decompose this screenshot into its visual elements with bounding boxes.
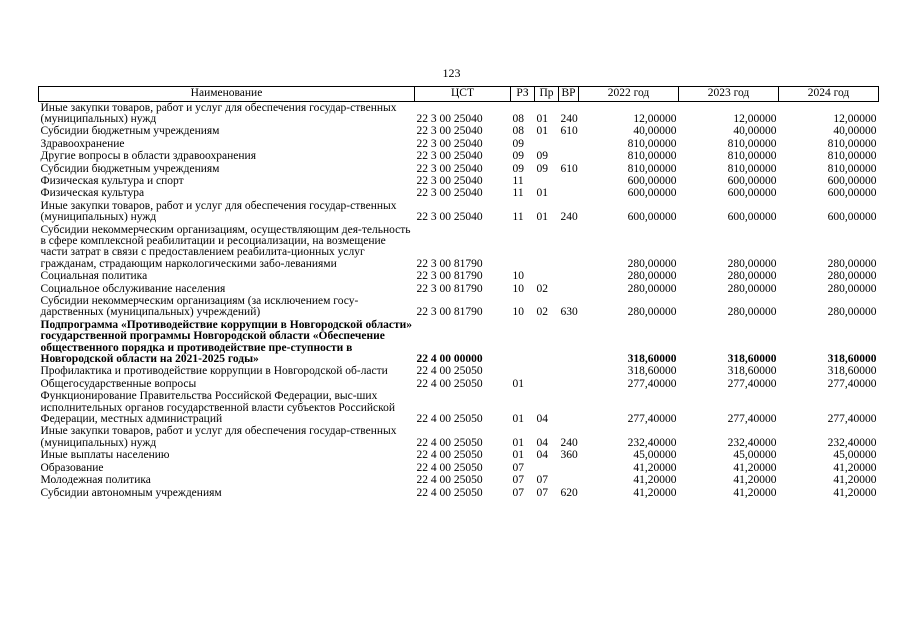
row-2022-cell: 41,20000	[633, 461, 677, 474]
row-rz-cell: 01	[512, 449, 524, 462]
row-cst-cell: 22 4 00 00000	[416, 353, 483, 366]
row-2023-cell: 277,40000	[727, 413, 777, 426]
row-pr-cell: 01	[536, 125, 548, 138]
row-2022-cell: 280,00000	[627, 282, 677, 295]
table-row	[39, 450, 879, 462]
row-rz-cell: 10	[512, 270, 524, 283]
row-name-cell: Молодежная политика	[40, 474, 151, 487]
row-pr-cell: 07	[536, 486, 548, 499]
row-pr-cell: 02	[536, 306, 548, 319]
row-pr-cell: 02	[536, 282, 548, 295]
row-rz-cell: 10	[512, 306, 524, 319]
row-2024-cell: 40,00000	[833, 125, 877, 138]
row-rz-cell: 07	[512, 461, 524, 474]
row-name-cell: Иные выплаты населению	[40, 449, 170, 462]
row-2023-cell: 810,00000	[727, 137, 777, 150]
row-2022-cell: 318,60000	[627, 353, 677, 366]
row-name-cell: Социальная политика	[40, 270, 148, 283]
row-rz-cell: 10	[512, 282, 524, 295]
row-vr-cell: 360	[560, 449, 578, 462]
row-cst-cell: 22 3 00 81790	[416, 306, 483, 319]
header-rz: РЗ	[511, 87, 535, 102]
row-pr-cell: 01	[536, 187, 548, 200]
row-cst-cell: 22 3 00 25040	[416, 187, 483, 200]
row-rz-cell: 09	[512, 137, 524, 150]
row-rz-cell: 07	[512, 486, 524, 499]
row-2024-cell: 810,00000	[827, 150, 877, 163]
table-row	[39, 487, 879, 499]
header-2024: 2024 год	[779, 87, 879, 102]
table-row	[39, 283, 879, 295]
row-pr-cell	[535, 271, 559, 283]
row-2024-cell: 600,00000	[827, 211, 877, 224]
header-cst: ЦСТ	[415, 87, 511, 102]
row-name-cell: Субсидии автономным учреждениям	[40, 486, 222, 499]
row-2024-cell: 277,40000	[827, 377, 877, 390]
row-2023-cell: 12,00000	[733, 112, 777, 125]
row-cst-cell: 22 4 00 25050	[416, 486, 483, 499]
row-pr-cell: 09	[536, 150, 548, 163]
row-2023-cell: 600,00000	[727, 187, 777, 200]
row-name-cell: Субсидии бюджетным учреждениям	[40, 162, 220, 175]
row-pr-cell	[535, 224, 559, 271]
row-2024-cell: 318,60000	[827, 353, 877, 366]
header-pr: Пр	[535, 87, 559, 102]
row-rz-cell: 01	[512, 377, 524, 390]
row-cst-cell: 22 4 00 25050	[416, 474, 483, 487]
table-row	[39, 296, 879, 320]
row-vr-cell	[559, 462, 579, 474]
table-row	[39, 126, 879, 138]
table-row	[39, 462, 879, 474]
row-pr-cell	[535, 138, 559, 150]
row-pr-cell: 04	[536, 436, 548, 449]
row-2024-cell: 280,00000	[827, 282, 877, 295]
row-2023-cell: 41,20000	[733, 461, 777, 474]
row-vr-cell	[559, 151, 579, 163]
row-name-cell: Субсидии некоммерческим организациям, осуществляющим дея-тельность в сфере комплексной реабилитации и ресоциализации, на возмещение части затрат в связи с предоставлением реабилита-ционных услуг гражданам, страдающим наркологическими забо-леваниями	[40, 223, 411, 270]
row-pr-cell	[535, 175, 559, 187]
row-2022-cell: 41,20000	[633, 474, 677, 487]
row-rz-cell: 08	[512, 112, 524, 125]
row-2022-cell: 810,00000	[627, 150, 677, 163]
table-row	[39, 319, 879, 366]
row-cst-cell: 22 4 00 25050	[416, 461, 483, 474]
row-cst-cell: 22 3 00 81790	[416, 282, 483, 295]
row-vr-cell	[559, 188, 579, 200]
row-vr-cell: 240	[560, 211, 578, 224]
row-rz-cell	[511, 224, 535, 271]
table-row	[39, 200, 879, 224]
row-rz-cell: 07	[512, 474, 524, 487]
row-2023-cell: 45,00000	[733, 449, 777, 462]
row-2022-cell: 45,00000	[633, 449, 677, 462]
row-pr-cell: 04	[536, 449, 548, 462]
row-name-cell: Функционирование Правительства Российской Федерации, выс-ших исполнительных органов государственной власти субъектов Российской Федерации, местных администраций	[40, 390, 396, 426]
row-vr-cell	[559, 283, 579, 295]
row-2022-cell: 40,00000	[633, 125, 677, 138]
row-vr-cell	[559, 391, 579, 426]
row-2024-cell: 277,40000	[827, 413, 877, 426]
row-pr-cell	[535, 462, 559, 474]
page-number: 123	[442, 66, 461, 80]
row-name-cell: Субсидии бюджетным учреждениям	[40, 125, 220, 138]
row-2023-cell: 318,60000	[727, 365, 777, 378]
row-vr-cell: 630	[560, 306, 578, 319]
row-vr-cell	[559, 378, 579, 390]
row-2022-cell: 600,00000	[627, 211, 677, 224]
row-pr-cell: 01	[536, 211, 548, 224]
row-rz-cell: 01	[512, 413, 524, 426]
row-cst-cell: 22 3 00 25040	[416, 211, 483, 224]
row-2023-cell: 277,40000	[727, 377, 777, 390]
row-2022-cell: 600,00000	[627, 187, 677, 200]
row-2022-cell: 280,00000	[627, 257, 677, 270]
row-pr-cell: 01	[536, 112, 548, 125]
budget-table	[38, 86, 879, 499]
row-rz-cell: 09	[512, 162, 524, 175]
table-row	[39, 224, 879, 271]
row-2022-cell: 810,00000	[627, 137, 677, 150]
row-2022-cell: 600,00000	[627, 174, 677, 187]
row-pr-cell: 04	[536, 413, 548, 426]
row-rz-cell	[511, 366, 535, 378]
row-pr-cell: 07	[536, 474, 548, 487]
table-row	[39, 378, 879, 390]
row-rz-cell: 11	[512, 211, 524, 224]
row-2023-cell: 318,60000	[727, 353, 777, 366]
row-2024-cell: 280,00000	[827, 257, 877, 270]
row-2022-cell: 810,00000	[627, 162, 677, 175]
row-2022-cell: 280,00000	[627, 306, 677, 319]
row-name-cell: Другие вопросы в области здравоохранения	[40, 150, 256, 163]
table-row	[39, 426, 879, 450]
row-vr-cell: 240	[560, 436, 578, 449]
table-row	[39, 163, 879, 175]
row-cst-cell: 22 4 00 25050	[416, 365, 483, 378]
row-2023-cell: 232,40000	[727, 436, 777, 449]
row-2022-cell: 318,60000	[627, 365, 677, 378]
row-name-cell: Физическая культура	[40, 187, 145, 200]
row-name-cell: Профилактика и противодействие коррупции в Новгородской об-ласти	[40, 365, 388, 378]
row-vr-cell: 620	[560, 486, 578, 499]
row-vr-cell	[559, 319, 579, 366]
row-2023-cell: 280,00000	[727, 282, 777, 295]
header-2022: 2022 год	[579, 87, 679, 102]
row-2024-cell: 280,00000	[827, 306, 877, 319]
row-name-cell: Субсидии некоммерческим организациям (за исключением госу-дарственных (муниципальных) учреждений)	[40, 295, 359, 319]
row-2024-cell: 232,40000	[827, 436, 877, 449]
row-rz-cell: 11	[512, 174, 524, 187]
row-2022-cell: 277,40000	[627, 413, 677, 426]
row-2024-cell: 318,60000	[827, 365, 877, 378]
row-cst-cell: 22 3 00 25040	[416, 137, 483, 150]
row-cst-cell: 22 4 00 25050	[416, 449, 483, 462]
row-name-cell: Социальное обслуживание населения	[40, 282, 226, 295]
header-2023: 2023 год	[679, 87, 779, 102]
row-rz-cell: 08	[512, 125, 524, 138]
row-name-cell: Физическая культура и спорт	[40, 174, 184, 187]
row-vr-cell	[559, 271, 579, 283]
table-body	[39, 102, 879, 500]
row-2023-cell: 810,00000	[727, 162, 777, 175]
row-2024-cell: 41,20000	[833, 474, 877, 487]
row-2024-cell: 810,00000	[827, 162, 877, 175]
row-vr-cell	[559, 366, 579, 378]
row-2023-cell: 41,20000	[733, 486, 777, 499]
row-cst-cell: 22 3 00 25040	[416, 150, 483, 163]
row-2023-cell: 280,00000	[727, 257, 777, 270]
row-name-cell: Иные закупки товаров, работ и услуг для обеспечения государ-ственных (муниципальных) нужд	[40, 199, 397, 224]
row-name-cell: Образование	[40, 461, 104, 474]
row-cst-cell: 22 3 00 25040	[416, 125, 483, 138]
table-row	[39, 102, 879, 126]
row-cst-cell: 22 3 00 25040	[416, 174, 483, 187]
row-2023-cell: 41,20000	[733, 474, 777, 487]
header-name: Наименование	[39, 87, 415, 102]
row-cst-cell: 22 4 00 25050	[416, 436, 483, 449]
table-row	[39, 391, 879, 426]
row-pr-cell	[535, 319, 559, 366]
row-name-cell: Иные закупки товаров, работ и услуг для обеспечения государ-ственных (муниципальных) нужд	[40, 425, 397, 449]
table-header-row	[39, 87, 879, 102]
row-2022-cell: 41,20000	[633, 486, 677, 499]
row-2023-cell: 280,00000	[727, 306, 777, 319]
table-row	[39, 271, 879, 283]
row-name-cell: Подпрограмма «Противодействие коррупции в Новгородской области» государственной программы Новгородской области «Обеспечение общественного порядка и противодействие пре-ступности в Новгородской области на 2021-2025 годы»	[40, 318, 413, 366]
row-cst-cell: 22 3 00 25040	[416, 162, 483, 175]
table-row	[39, 188, 879, 200]
table-row	[39, 138, 879, 150]
row-vr-cell: 610	[560, 125, 578, 138]
row-2024-cell: 12,00000	[833, 112, 877, 125]
row-2022-cell: 12,00000	[633, 112, 677, 125]
row-2022-cell: 232,40000	[627, 436, 677, 449]
row-2024-cell: 280,00000	[827, 270, 877, 283]
row-cst-cell: 22 3 00 81790	[416, 270, 483, 283]
table-row	[39, 475, 879, 487]
row-2024-cell: 600,00000	[827, 174, 877, 187]
row-2024-cell: 600,00000	[827, 187, 877, 200]
row-2023-cell: 810,00000	[727, 150, 777, 163]
table-row	[39, 366, 879, 378]
row-2024-cell: 41,20000	[833, 486, 877, 499]
row-vr-cell: 240	[560, 112, 578, 125]
row-pr-cell	[535, 378, 559, 390]
row-2024-cell: 41,20000	[833, 461, 877, 474]
row-vr-cell	[559, 138, 579, 150]
header-vr: ВР	[559, 87, 579, 102]
row-name-cell: Здравоохранение	[40, 137, 125, 150]
table-row	[39, 151, 879, 163]
row-2023-cell: 40,00000	[733, 125, 777, 138]
row-name-cell: Иные закупки товаров, работ и услуг для обеспечения государ-ственных (муниципальных) нужд	[40, 101, 397, 125]
row-vr-cell	[559, 175, 579, 187]
row-2023-cell: 280,00000	[727, 270, 777, 283]
row-2022-cell: 277,40000	[627, 377, 677, 390]
row-cst-cell: 22 3 00 81790	[416, 257, 483, 270]
table-row	[39, 175, 879, 187]
row-cst-cell: 22 4 00 25050	[416, 413, 483, 426]
row-2023-cell: 600,00000	[727, 211, 777, 224]
row-rz-cell: 11	[512, 187, 524, 200]
row-vr-cell	[559, 224, 579, 271]
row-pr-cell: 09	[536, 162, 548, 175]
row-rz-cell: 09	[512, 150, 524, 163]
row-2024-cell: 810,00000	[827, 137, 877, 150]
row-cst-cell: 22 3 00 25040	[416, 112, 483, 125]
row-2024-cell: 45,00000	[833, 449, 877, 462]
row-rz-cell	[511, 319, 535, 366]
row-vr-cell: 610	[560, 162, 578, 175]
row-name-cell: Общегосударственные вопросы	[40, 377, 197, 390]
row-pr-cell	[535, 366, 559, 378]
row-2022-cell: 280,00000	[627, 270, 677, 283]
row-cst-cell: 22 4 00 25050	[416, 377, 483, 390]
row-vr-cell	[559, 475, 579, 487]
row-2023-cell: 600,00000	[727, 174, 777, 187]
row-rz-cell: 01	[512, 436, 524, 449]
